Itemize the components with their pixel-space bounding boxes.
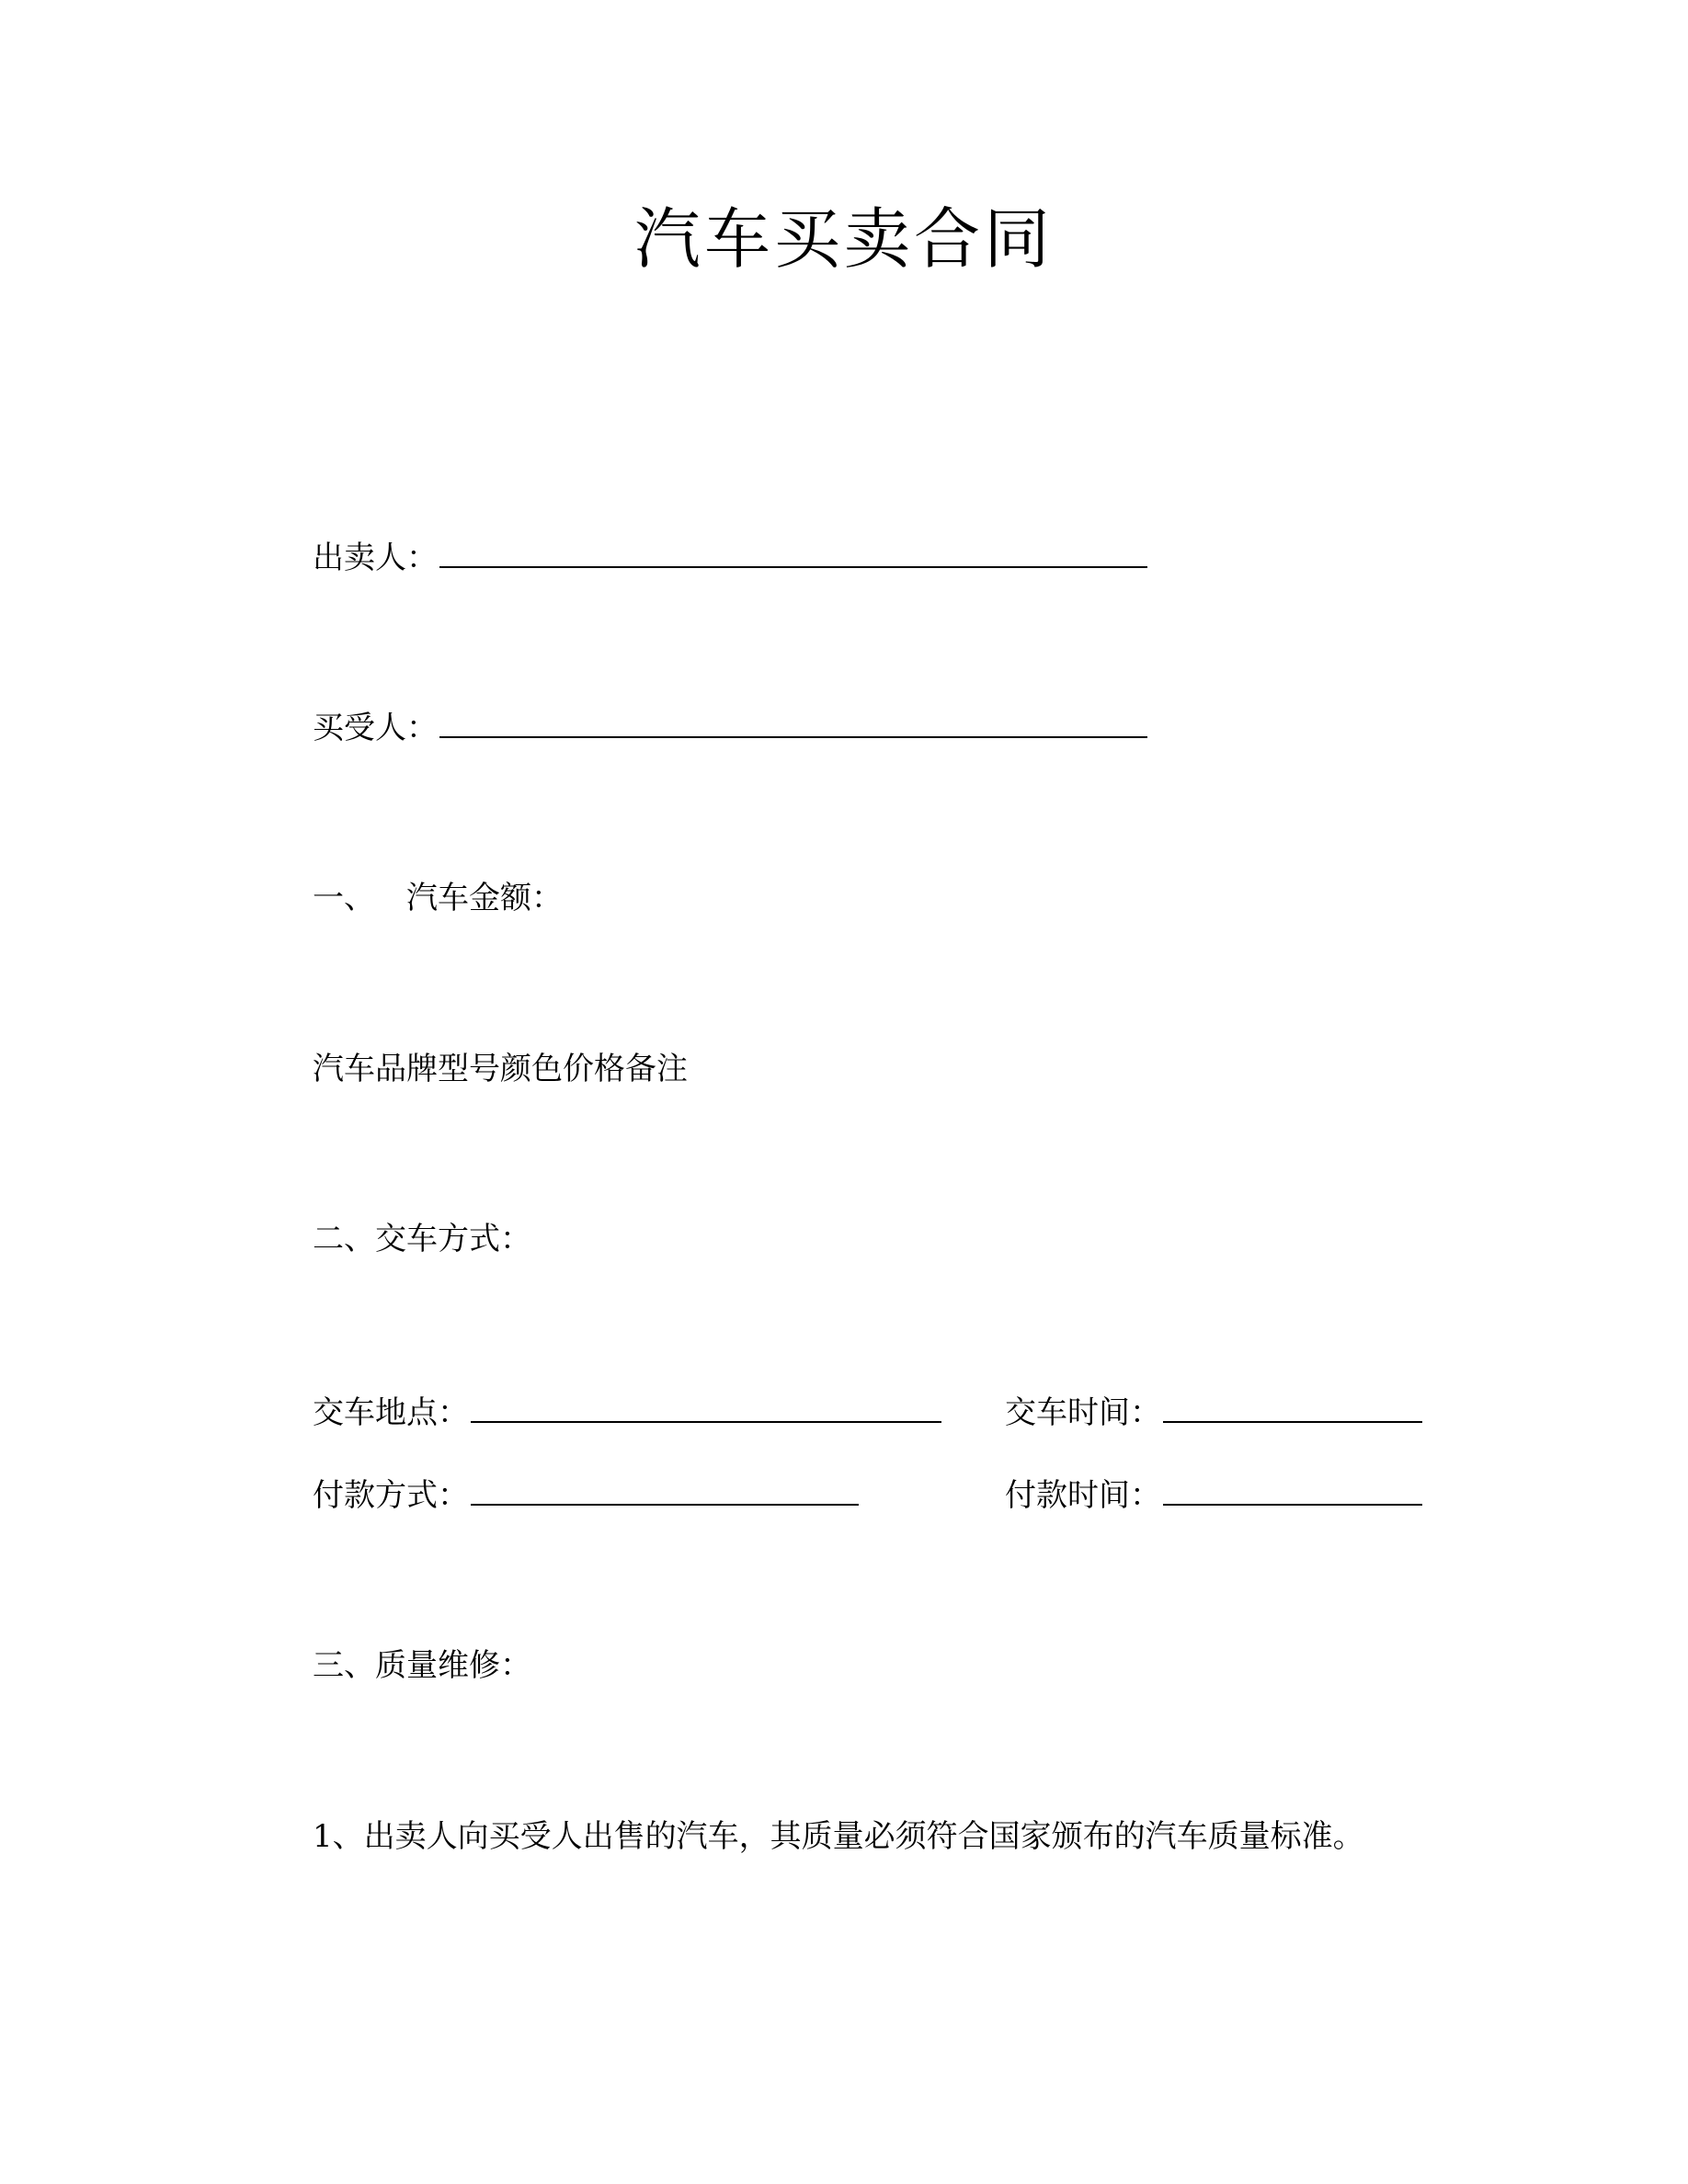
table-header-row: 汽车品牌型号颜色价格备注 [313,1051,688,1087]
seller-field [313,533,1147,581]
payment-method-field [313,1471,859,1519]
delivery-time-label: 交车时间： [1005,1394,1161,1431]
payment-time-blank-line[interactable] [1163,1471,1422,1506]
document-title: 汽车买卖合同 [633,200,1054,278]
section-2-heading: 二、交车方式： [313,1221,531,1257]
buyer-blank-line[interactable] [439,703,1147,738]
section-3-heading: 三、质量维修： [313,1647,531,1684]
payment-method-blank-line[interactable] [471,1471,859,1506]
seller-blank-line[interactable] [439,533,1147,568]
section-1-number: 一、 [313,880,375,916]
buyer-label: 买受人： [313,710,438,746]
buyer-field [313,703,1147,751]
delivery-place-field [313,1388,941,1436]
delivery-place-label: 交车地点： [313,1394,469,1431]
delivery-time-field [1005,1388,1422,1436]
section-1-heading [313,875,563,921]
section-1-title: 汽车金额： [406,880,563,916]
seller-label: 出卖人： [313,540,438,576]
delivery-time-blank-line[interactable] [1163,1388,1422,1423]
payment-time-field [1005,1471,1422,1519]
delivery-place-blank-line[interactable] [471,1388,941,1423]
payment-method-label: 付款方式： [313,1477,469,1514]
payment-time-label: 付款时间： [1005,1477,1161,1514]
clause-1-text: 1、出卖人向买受人出售的汽车，其质量必须符合国家颁布的汽车质量标准。 [313,1818,1364,1855]
